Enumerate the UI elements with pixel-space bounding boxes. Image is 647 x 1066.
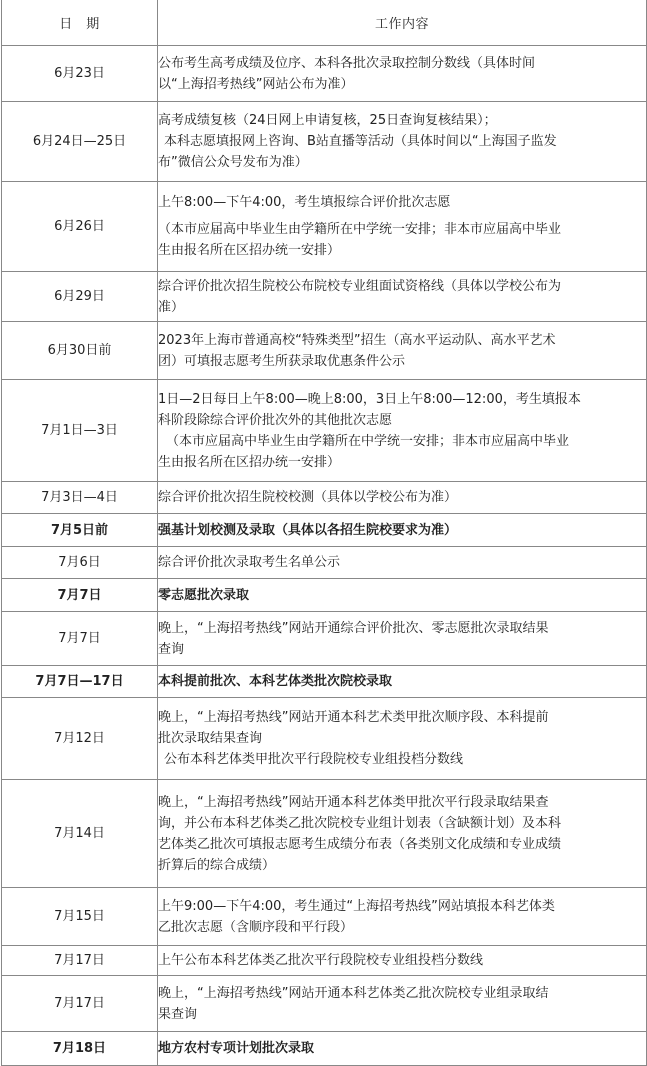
work-line: 晚上，“上海招考热线”网站开通本科艺术类甲批次顺序段、本科提前 <box>158 710 549 725</box>
work-line: 本科志愿填报网上咨询、B站直播等活动（具体时间以“上海国子监发 <box>164 134 557 149</box>
row-work <box>158 547 647 579</box>
work-line: 高考成绩复核（24日网上申请复核，25日查询复核结果）； <box>158 113 497 128</box>
row-work <box>158 698 647 780</box>
work-line: 晚上，“上海招考热线”网站开通本科艺体类甲批次平行段录取结果查 <box>158 794 549 810</box>
table-row <box>2 547 647 579</box>
row-date: 7月6日 <box>2 547 158 579</box>
row-work <box>158 1032 647 1066</box>
row-date: 7月18日 <box>2 1032 158 1066</box>
table-row <box>2 182 647 272</box>
work-line: 准） <box>158 299 185 315</box>
table-row <box>2 612 647 666</box>
work-line: 综合评价批次招生院校公布院校专业组面试资格线（具体以学校公布为 <box>158 278 562 294</box>
row-work <box>158 612 647 666</box>
work-line: 询，并公布本科艺体类乙批次院校专业组计划表（含缺额计划）及本科 <box>158 815 562 831</box>
work-line: 公布考生高考成绩及位序、本科各批次录取控制分数线（具体时间 <box>158 55 536 71</box>
work-line: 布”微信公众号发布为准） <box>158 155 308 170</box>
row-work <box>158 46 647 102</box>
row-date: 7月17日 <box>2 976 158 1032</box>
work-line: （本市应届高中毕业生由学籍所在中学统一安排；非本市应届高中毕业 <box>158 222 562 237</box>
work-line: 晚上，“上海招考热线”网站开通本科艺体类乙批次院校专业组录取结 <box>158 985 549 1001</box>
row-date: 7月17日 <box>2 946 158 976</box>
row-work <box>158 976 647 1032</box>
work-line: 综合评价批次招生院校校测（具体以学校公布为准） <box>158 490 458 505</box>
work-line: 公布本科艺体类甲批次平行段院校专业组投档分数线 <box>164 752 464 767</box>
row-date: 6月23日 <box>2 46 158 102</box>
table-row <box>2 579 647 612</box>
work-line: （本市应届高中毕业生由学籍所在中学统一安排；非本市应届高中毕业 <box>166 433 570 449</box>
table-header-row <box>2 0 647 46</box>
row-work <box>158 272 647 322</box>
row-work <box>158 482 647 514</box>
row-work <box>158 514 647 547</box>
work-line: 生由报名所在区招办统一安排） <box>158 454 341 470</box>
work-line: 折算后的综合成绩） <box>158 857 276 873</box>
table-row <box>2 514 647 547</box>
header-work: 工作内容 <box>158 0 647 46</box>
row-work <box>158 579 647 612</box>
work-line: 以“上海招考热线”网站公布为准） <box>158 76 354 92</box>
row-work <box>158 780 647 888</box>
table-row <box>2 322 647 380</box>
row-work <box>158 888 647 946</box>
row-work <box>158 102 647 182</box>
table-row <box>2 946 647 976</box>
work-line: 零志愿批次录取 <box>158 587 250 603</box>
work-line: 上午公布本科艺体类乙批次平行段院校专业组投档分数线 <box>158 953 484 968</box>
row-date: 7月3日—4日 <box>2 482 158 514</box>
row-date: 6月30日前 <box>2 322 158 380</box>
work-line: 科阶段除综合评价批次外的其他批次志愿 <box>158 412 393 428</box>
schedule-table <box>1 0 647 1066</box>
row-date: 7月14日 <box>2 780 158 888</box>
work-line: 本科提前批次、本科艺体类批次院校录取 <box>158 674 393 689</box>
work-line: 团）可填报志愿考生所获录取优惠条件公示 <box>158 353 406 369</box>
work-line: 生由报名所在区招办统一安排） <box>158 243 341 258</box>
table-row <box>2 698 647 780</box>
work-line: 晚上，“上海招考热线”网站开通综合评价批次、零志愿批次录取结果 <box>158 620 549 636</box>
table-row <box>2 888 647 946</box>
work-line: 艺体类乙批次可填报志愿考生成绩分布表（各类别文化成绩和专业成绩 <box>158 836 562 852</box>
row-date: 7月15日 <box>2 888 158 946</box>
row-date: 7月7日—17日 <box>2 666 158 698</box>
row-date: 6月24日—25日 <box>2 102 158 182</box>
table-row <box>2 380 647 482</box>
row-work <box>158 322 647 380</box>
table-row <box>2 272 647 322</box>
table-row <box>2 1032 647 1066</box>
row-work <box>158 946 647 976</box>
row-work <box>158 380 647 482</box>
table-row <box>2 976 647 1032</box>
work-line: 综合评价批次录取考生名单公示 <box>158 555 341 570</box>
work-line: 果查询 <box>158 1006 198 1022</box>
work-line: 查询 <box>158 641 185 657</box>
row-date: 7月7日 <box>2 612 158 666</box>
work-line: 1日—2日每日上午8:00—晚上8:00，3日上午8:00—12:00，考生填报本 <box>158 391 581 407</box>
row-date: 6月26日 <box>2 182 158 272</box>
table-row <box>2 102 647 182</box>
work-line: 上午8:00—下午4:00，考生填报综合评价批次志愿 <box>158 195 451 210</box>
work-line: 强基计划校测及录取（具体以各招生院校要求为准） <box>158 522 458 538</box>
work-line: 地方农村专项计划批次录取 <box>158 1041 315 1056</box>
work-line: 2023年上海市普通高校“特殊类型”招生（高水平运动队、高水平艺术 <box>158 332 556 348</box>
row-date: 7月7日 <box>2 579 158 612</box>
work-line: 批次录取结果查询 <box>158 731 263 746</box>
table-row <box>2 780 647 888</box>
row-date: 7月5日前 <box>2 514 158 547</box>
row-work <box>158 666 647 698</box>
table-row <box>2 666 647 698</box>
row-date: 7月1日—3日 <box>2 380 158 482</box>
row-work <box>158 182 647 272</box>
work-line: 上午9:00—下午4:00，考生通过“上海招考热线”网站填报本科艺体类 <box>158 898 555 914</box>
work-line: 乙批次志愿（含顺序段和平行段） <box>158 919 354 935</box>
row-date: 7月12日 <box>2 698 158 780</box>
header-date: 日 期 <box>2 0 158 46</box>
table-row <box>2 46 647 102</box>
table-row <box>2 482 647 514</box>
row-date: 6月29日 <box>2 272 158 322</box>
